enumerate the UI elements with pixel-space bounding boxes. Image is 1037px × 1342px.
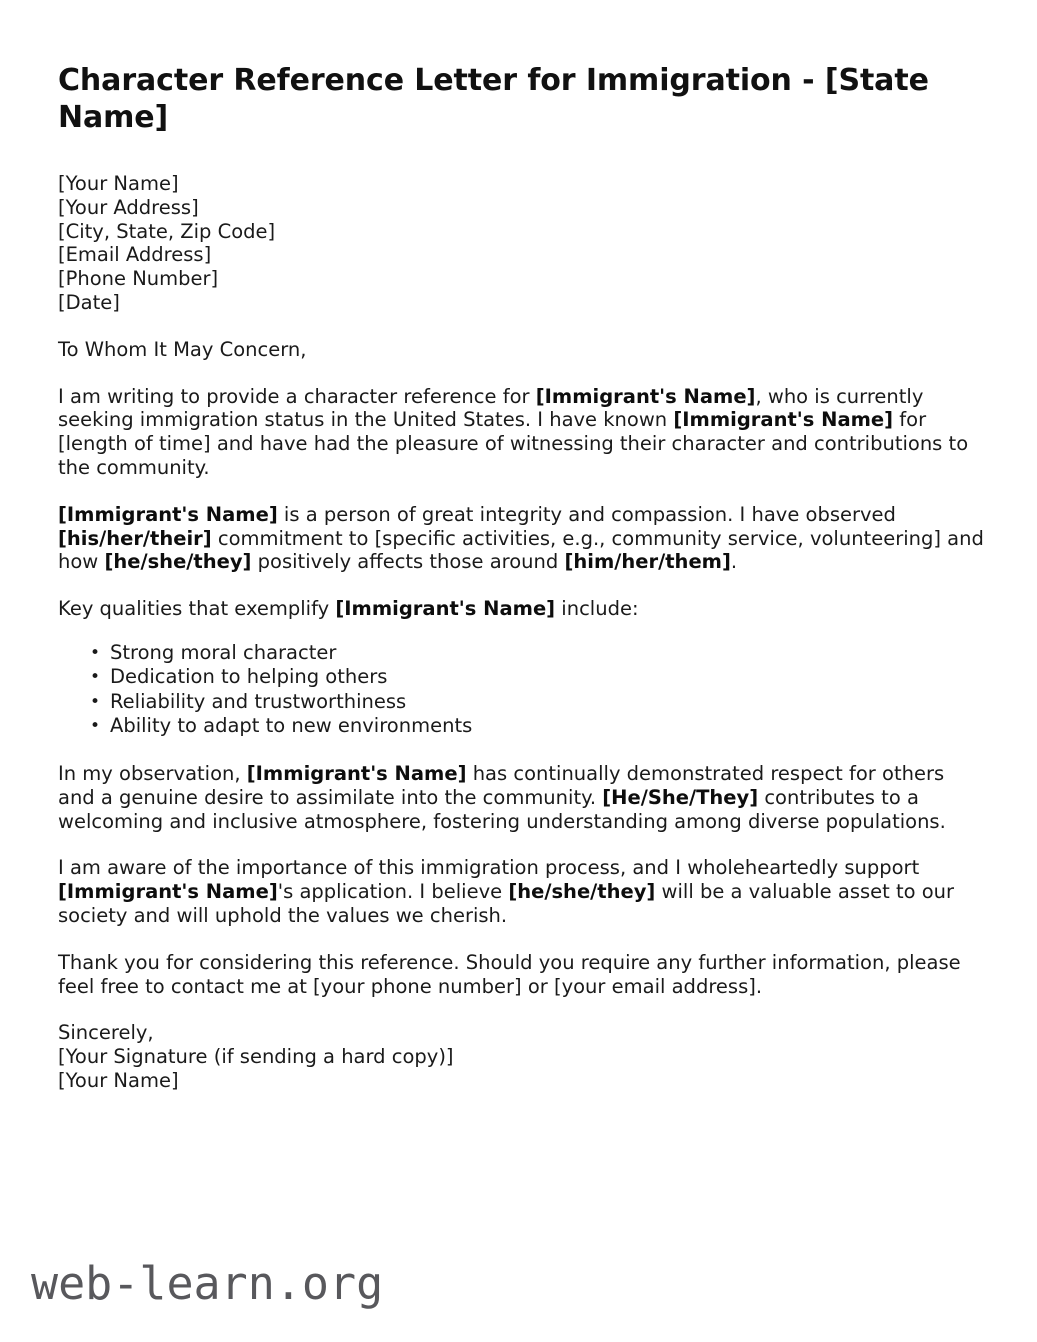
closing-sincerely: Sincerely, (58, 1021, 154, 1045)
paragraph-2-bold-2: [his/her/their] (58, 526, 212, 550)
paragraph-1-bold-1: [Immigrant's Name] (535, 384, 756, 408)
sender-line-address: [Your Address] (58, 195, 199, 219)
list-item: • Strong moral character (110, 641, 985, 666)
body-paragraph-5: Thank you for considering this reference. Should you require any further information, please feel free to contact me at [your phone number] or [your email address]. (58, 950, 961, 998)
sender-line-city-state-zip: [City, State, Zip Code] (58, 219, 276, 243)
paragraph-2-text-4: . (730, 550, 738, 574)
paragraph-3-text-1: In my observation, (58, 761, 247, 785)
sender-line-phone: [Phone Number] (58, 267, 219, 291)
paragraph-4-text-2: 's application. I believe (277, 880, 509, 904)
paragraph-4-bold-1: [Immigrant's Name] (58, 880, 278, 904)
paragraph-2-bold-3: [he/she/they] (104, 550, 252, 574)
salutation: To Whom It May Concern, (58, 337, 307, 361)
body-paragraph-3 (58, 762, 985, 833)
body-paragraph-1 (58, 385, 985, 480)
paragraph-1-text-1: I am writing to provide a character reference for (58, 384, 536, 408)
paragraph-1-text-3: for [length of time] and have had the pleasure of witnessing their character and contributions to the community. (58, 408, 969, 479)
paragraph-2-bold-1: [Immigrant's Name] (58, 502, 278, 526)
lead-in-text-1: Key qualities that exemplify (58, 597, 336, 621)
paragraph-2-bold-4: [him/her/them] (564, 550, 731, 574)
list-item: • Dedication to helping others (110, 665, 985, 690)
closing-block (58, 1021, 985, 1092)
paragraph-4-bold-2: [he/she/they] (508, 880, 656, 904)
paragraph-2-text-2: commitment to [specific activities, e.g., community service, volunteering] and how (58, 526, 984, 574)
sender-address-block (58, 172, 985, 315)
qualities-lead-in (58, 597, 985, 621)
paragraph-1-text-2: , who is currently seeking immigration status in the United States. I have known (58, 384, 924, 432)
body-paragraph-2 (58, 503, 985, 574)
qualities-list (58, 641, 985, 739)
paragraph-4-text-1: I am aware of the importance of this immigration process, and I wholeheartedly support (58, 856, 920, 880)
lead-in-bold-1: [Immigrant's Name] (335, 597, 556, 621)
paragraph-2-text-3: positively affects those around (251, 550, 565, 574)
lead-in-text-2: include: (555, 597, 639, 621)
paragraph-3-bold-1: [Immigrant's Name] (246, 761, 467, 785)
paragraph-3-text-3: contributes to a welcoming and inclusive atmosphere, fostering understanding among diverse populations. (58, 785, 946, 833)
page-title: Character Reference Letter for Immigration - [State Name] (58, 63, 929, 135)
sender-line-name: [Your Name] (58, 172, 179, 195)
sender-line-email: [Email Address] (58, 243, 212, 267)
paragraph-3-text-2: has continually demonstrated respect for others and a genuine desire to assimilate into the community. (58, 761, 945, 809)
closing-signature: [Your Signature (if sending a hard copy)] (58, 1045, 454, 1069)
paragraph-3-bold-2: [He/She/They] (602, 785, 759, 809)
paragraph-1-bold-2: [Immigrant's Name] (673, 408, 894, 432)
closing-name: [Your Name] (58, 1068, 179, 1092)
list-item: • Reliability and trustworthiness (110, 690, 985, 715)
site-watermark: web-learn.org (31, 1257, 384, 1310)
paragraph-4-text-3: will be a valuable asset to our society and will uphold the values we cherish. (58, 880, 955, 927)
paragraph-2-text-1: is a person of great integrity and compassion. I have observed (277, 502, 896, 526)
sender-line-date: [Date] (58, 290, 120, 314)
list-item: • Ability to adapt to new environments (110, 714, 985, 739)
body-paragraph-4 (58, 856, 985, 927)
